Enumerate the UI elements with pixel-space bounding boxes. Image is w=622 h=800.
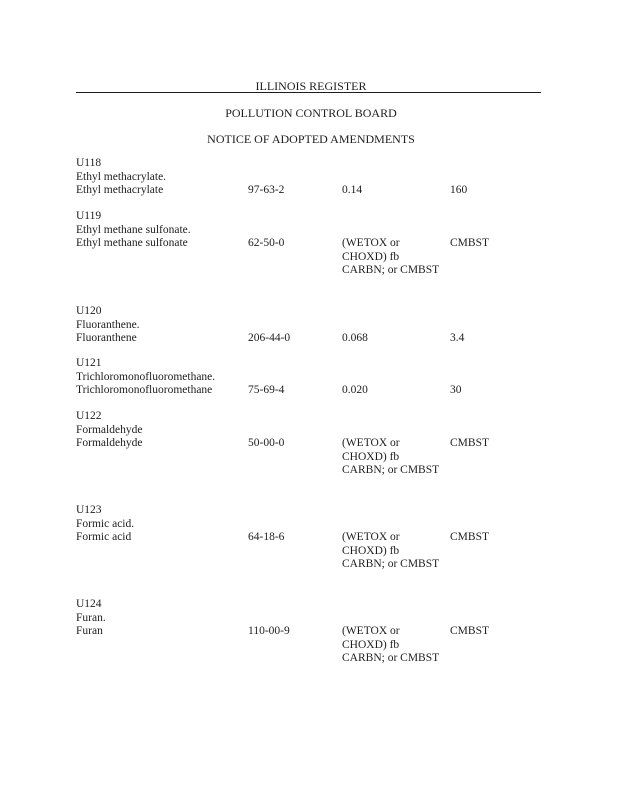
nonwastewater-standard: CMBST [450,531,489,544]
waste-title: Fluoranthene. [76,318,140,331]
waste-title: Trichloromonofluoromethane. [76,370,216,383]
constituent-row [76,184,546,198]
wastewater-standard: 0.068 [342,332,368,345]
waste-entry-u121 [76,357,546,398]
waste-title: Formic acid. [76,517,135,530]
wastewater-standard: (WETOX or CHOXD) fb CARBN; or CMBST [342,531,440,571]
constituent-name: Fluoranthene [76,332,137,345]
waste-code: U121 [76,357,102,369]
wastewater-standard: (WETOX or CHOXD) fb CARBN; or CMBST [342,237,440,277]
wastewater-standard: 0.14 [342,184,363,197]
wastewater-standard: 0.020 [342,384,368,397]
constituent-name: Ethyl methacrylate [76,184,164,197]
constituent-name: Trichloromonofluoromethane [76,384,213,397]
waste-code: U123 [76,504,102,516]
waste-title: Furan. [76,611,106,624]
nonwastewater-standard: CMBST [450,437,489,450]
nonwastewater-standard: 160 [450,184,468,197]
waste-entry-u124 [76,598,546,681]
cas-number: 50-00-0 [248,437,285,450]
nonwastewater-standard: 3.4 [450,332,465,345]
cas-number: 64-18-6 [248,531,285,544]
waste-entry-u122 [76,410,546,493]
constituent-row [76,237,546,293]
waste-entry-u123 [76,504,546,587]
constituent-row [76,437,546,493]
constituent-row [76,625,546,681]
waste-entry-u120 [76,305,546,346]
nonwastewater-standard: CMBST [450,237,489,250]
nonwastewater-standard: 30 [450,384,462,397]
cas-number: 97-63-2 [248,184,285,197]
constituent-row [76,332,546,346]
cas-number: 62-50-0 [248,237,285,250]
wastewater-standard: (WETOX or CHOXD) fb CARBN; or CMBST [342,625,440,665]
wastewater-standard: (WETOX or CHOXD) fb CARBN; or CMBST [342,437,440,477]
register-title: ILLINOIS REGISTER [255,79,367,93]
waste-code: U118 [76,157,102,169]
waste-entry-u118 [76,157,546,198]
constituent-row [76,531,546,587]
cas-number: 206-44-0 [248,332,291,345]
constituent-row [76,384,546,398]
notice-title: NOTICE OF ADOPTED AMENDMENTS [207,132,415,146]
header-rule [76,92,541,93]
nonwastewater-standard: CMBST [450,625,489,638]
constituent-name: Ethyl methane sulfonate [76,237,188,250]
waste-entry-u119 [76,210,546,293]
waste-code: U122 [76,410,102,422]
waste-code: U124 [76,598,102,610]
constituent-name: Formaldehyde [76,437,143,450]
board-name: POLLUTION CONTROL BOARD [225,106,397,120]
waste-title: Formaldehyde [76,423,143,436]
constituent-name: Furan [76,625,103,638]
waste-code: U120 [76,305,102,317]
waste-title: Ethyl methacrylate. [76,170,167,183]
cas-number: 110-00-9 [248,625,290,638]
constituent-name: Formic acid [76,531,132,544]
waste-code: U119 [76,210,102,222]
waste-title: Ethyl methane sulfonate. [76,223,191,236]
cas-number: 75-69-4 [248,384,285,397]
